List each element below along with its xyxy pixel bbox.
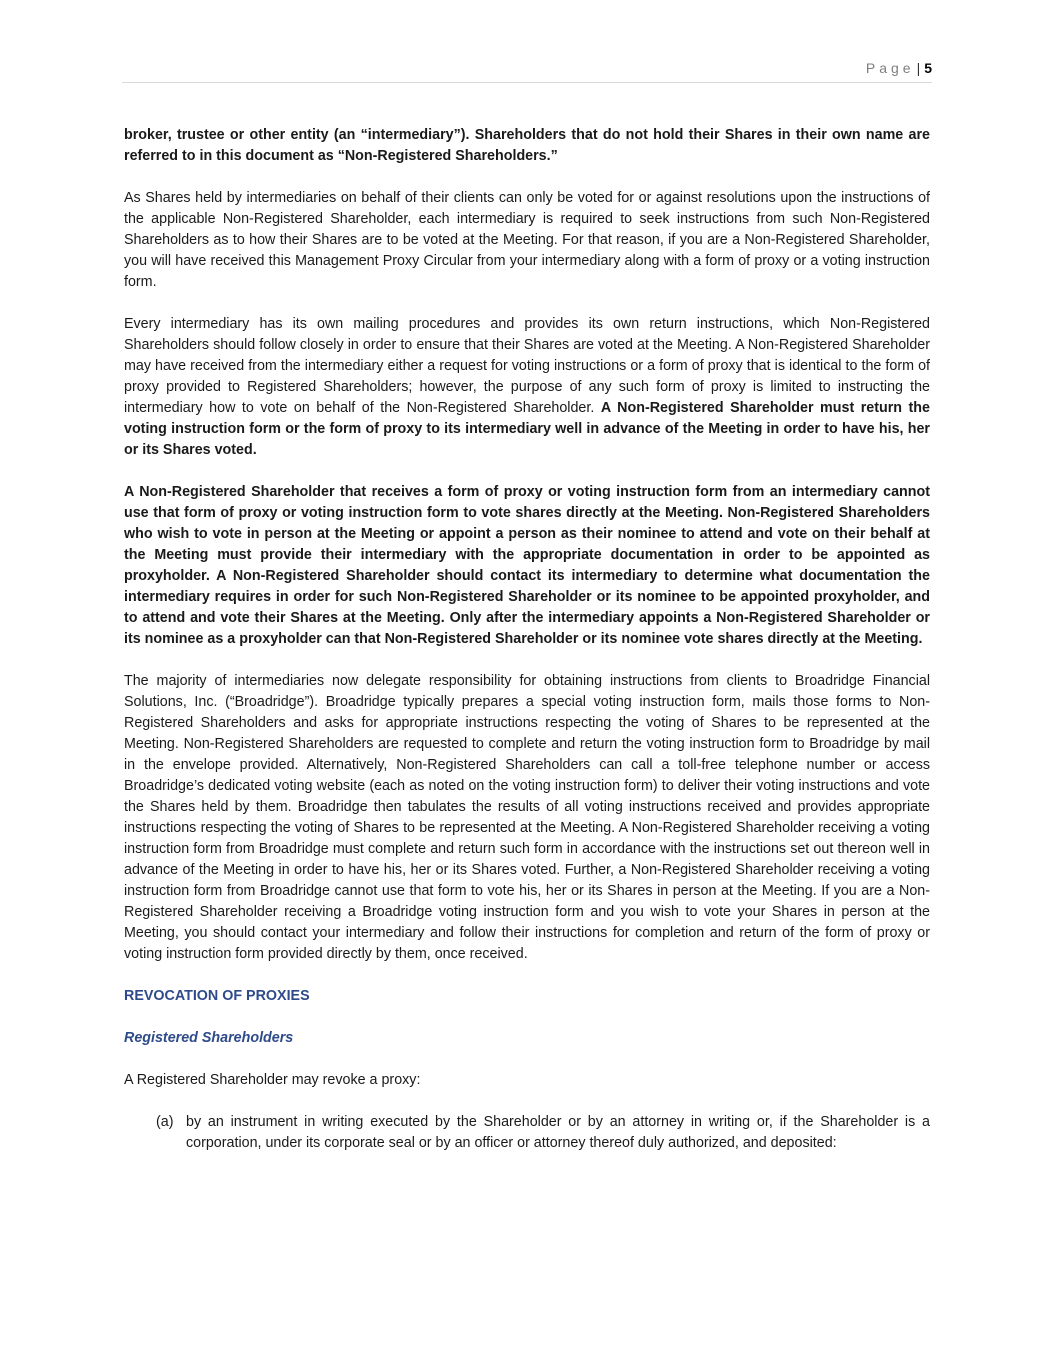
page-header [122, 60, 932, 83]
section-intro: A Registered Shareholder may revoke a proxy: [124, 1072, 421, 1088]
list-item-marker: (a) [156, 1114, 174, 1130]
page-separator: | [916, 60, 921, 76]
list-item-text: by an instrument in writing executed by the Shareholder or by an attorney in writing or, if the Shareholder is a corporation, under its corporate seal or by an officer or attorney thereof duly authorized, and deposited: [186, 1114, 930, 1151]
page-label: Page [865, 60, 915, 76]
document-body [124, 125, 930, 1154]
paragraph-broadridge: The majority of intermediaries now delegate responsibility for obtaining instructions from clients to Broadridge Financial Solutions, Inc. (“Broadridge”). Broadridge typically prepares a special voting instruction form, mails those forms to Non-Registered Shareholders and asks for appropriate instructions respecting the voting of Shares to be represented at the Meeting. Non-Registered Shareholders are requested to complete and return the voting instruction form to Broadridge by mail in the envelope provided. Alternatively, Non-Registered Shareholders can call a toll-free telephone number or access Broadridge’s dedicated voting website (each as noted on the voting instruction form) to deliver their voting instructions and vote the Shares held by them. Broadridge then tabulates the results of all voting instructions received and provides appropriate instructions respecting the voting of Shares to be represented at the Meeting. A Non-Registered Shareholder receiving a voting instruction form from Broadridge must complete and return such form in accordance with the instructions set out thereon well in advance of the Meeting in order to have his, her or its Shares voted. Further, a Non-Registered Shareholder receiving a voting instruction form from Broadridge cannot use that form to vote his, her or its Shares in person at the Meeting. If you are a Non-Registered Shareholder receiving a Broadridge voting instruction form and you wish to vote your Shares in person at the Meeting, you should contact your intermediary and follow their instructions for completion and return of the form of proxy or voting instruction form provided directly by them, once received. [124, 673, 930, 962]
paragraph-mailing-procedures [124, 314, 930, 461]
paragraph-mailing-procedures-text: Every intermediary has its own mailing procedures and provides its own return instructions, which Non-Registered Shareholders should follow closely in order to ensure that their Shares are voted at the Meeting. A Non-Registered Shareholder may have received from the intermediary either a request for voting instructions or a form of proxy that is identical to the form of proxy provided to Registered Shareholders; however, the purpose of any such form of proxy is limited to instructing the intermediary how to vote on behalf of the Non-Registered Shareholder. [124, 316, 930, 416]
paragraph-mailing-procedures-emphasis: A Non-Registered Shareholder must return the voting instruction form or the form of proxy to its intermediary well in advance of the Meeting in order to have his, her or its Shares voted. [124, 400, 930, 458]
paragraph-direct-voting-notice: A Non-Registered Shareholder that receives a form of proxy or voting instruction form from an intermediary cannot use that form of proxy or voting instruction form to vote shares directly at the Meeting. Non-Registered Shareholders who wish to vote in person at the Meeting or appoint a person as their nominee to attend and vote on their behalf at the Meeting must provide their intermediary with the appropriate documentation in order to be appointed as proxyholder. A Non-Registered Shareholder should contact its intermediary to determine what documentation the intermediary requires in order for such Non-Registered Shareholder or its nominee to be appointed proxyholder, and to attend and vote their Shares at the Meeting. Only after the intermediary appoints a Non-Registered Shareholder or its nominee as a proxyholder can that Non-Registered Shareholder or its nominee vote shares directly at the Meeting. [124, 484, 930, 647]
section-heading: REVOCATION OF PROXIES [124, 988, 310, 1004]
paragraph-intermediary-instructions: As Shares held by intermediaries on behalf of their clients can only be voted for or against resolutions upon the instructions of the applicable Non-Registered Shareholder, each intermediary is required to seek instructions from such Non-Registered Shareholders as to how their Shares are to be voted at the Meeting. For that reason, if you are a Non-Registered Shareholder, you will have received this Management Proxy Circular from your intermediary along with a form of proxy or a voting instruction form. [124, 190, 930, 290]
paragraph-intermediary-definition: broker, trustee or other entity (an “intermediary”). Shareholders that do not hold their Shares in their own name are referred to in this document as “Non-Registered Shareholders.” [124, 127, 930, 164]
section-subheading: Registered Shareholders [124, 1030, 294, 1046]
list-item [124, 1112, 930, 1154]
page-number: 5 [924, 60, 932, 76]
